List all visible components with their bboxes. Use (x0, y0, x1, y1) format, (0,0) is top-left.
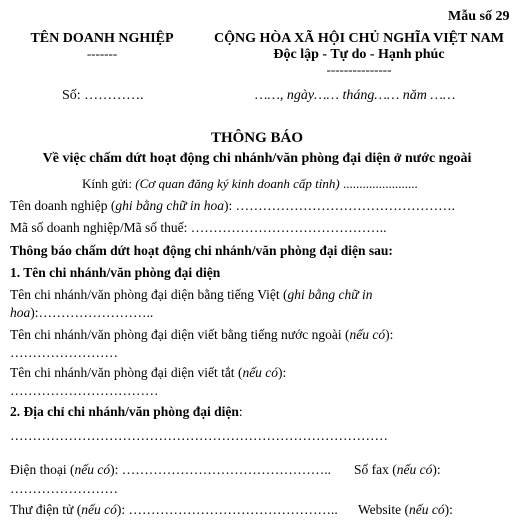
section1-heading: 1. Tên chi nhánh/văn phòng đại diện (10, 265, 221, 280)
company-placeholder: TÊN DOANH NGHIỆP (30, 31, 174, 46)
foreign-name-dots: …………………… (10, 345, 118, 360)
short-name-line: Tên chi nhánh/văn phòng đại diện viết tắt (nếu có): (10, 365, 287, 380)
foreign-name-line: Tên chi nhánh/văn phòng đại diện viết bằng tiếng nước ngoài (nếu có): (10, 327, 394, 342)
fax-dots: …………………… (10, 481, 118, 496)
address-dots: ………………………………………………………………………… (10, 428, 388, 443)
country-name: CỘNG HÒA XÃ HỘI CHỦ NGHĨA VIỆT NAM (213, 31, 504, 46)
motto-underline: --------------- (326, 62, 392, 77)
intro-line: Thông báo chấm dứt hoạt động chi nhánh/văn phòng đại diện sau: (10, 243, 393, 258)
tax-code-line: Mã số doanh nghiệp/Mã số thuế: …………………………………….. (10, 220, 387, 235)
document-subtitle: Về việc chấm dứt hoạt động chi nhánh/văn phòng đại diện ở nước ngoài (42, 151, 472, 166)
email-line: Thư điện tử (nếu có): ……………………………………….. (10, 502, 338, 517)
vn-name-line-2: hoa):…………………….. (10, 305, 154, 320)
website-line: Website (nếu có): (358, 502, 453, 517)
phone-line: Điện thoại (nếu có): ……………………………………….. (10, 462, 331, 477)
form-number: Mẫu số 29 (448, 9, 510, 24)
date-line: ……, ngày…… tháng…… năm …… (255, 88, 456, 103)
short-name-dots: …………………………… (10, 383, 159, 398)
company-underline: ------- (86, 46, 118, 61)
national-motto: Độc lập - Tự do - Hạnh phúc (273, 47, 445, 62)
document-number: Số: …………. (62, 88, 144, 103)
vn-name-line: Tên chi nhánh/văn phòng đại diện bằng tiếng Việt (ghi bằng chữ in (10, 287, 373, 302)
recipient-line: Kính gửi: (Cơ quan đăng ký kinh doanh cấp tỉnh) ....................... (82, 176, 418, 191)
company-name-line: Tên doanh nghiệp (ghi bằng chữ in hoa): …………………………………………. (10, 198, 455, 213)
section2-heading: 2. Địa chỉ chi nhánh/văn phòng đại diện: (10, 404, 243, 419)
document-title: THÔNG BÁO (210, 130, 304, 146)
fax-line: Số fax (nếu có): (354, 462, 441, 477)
